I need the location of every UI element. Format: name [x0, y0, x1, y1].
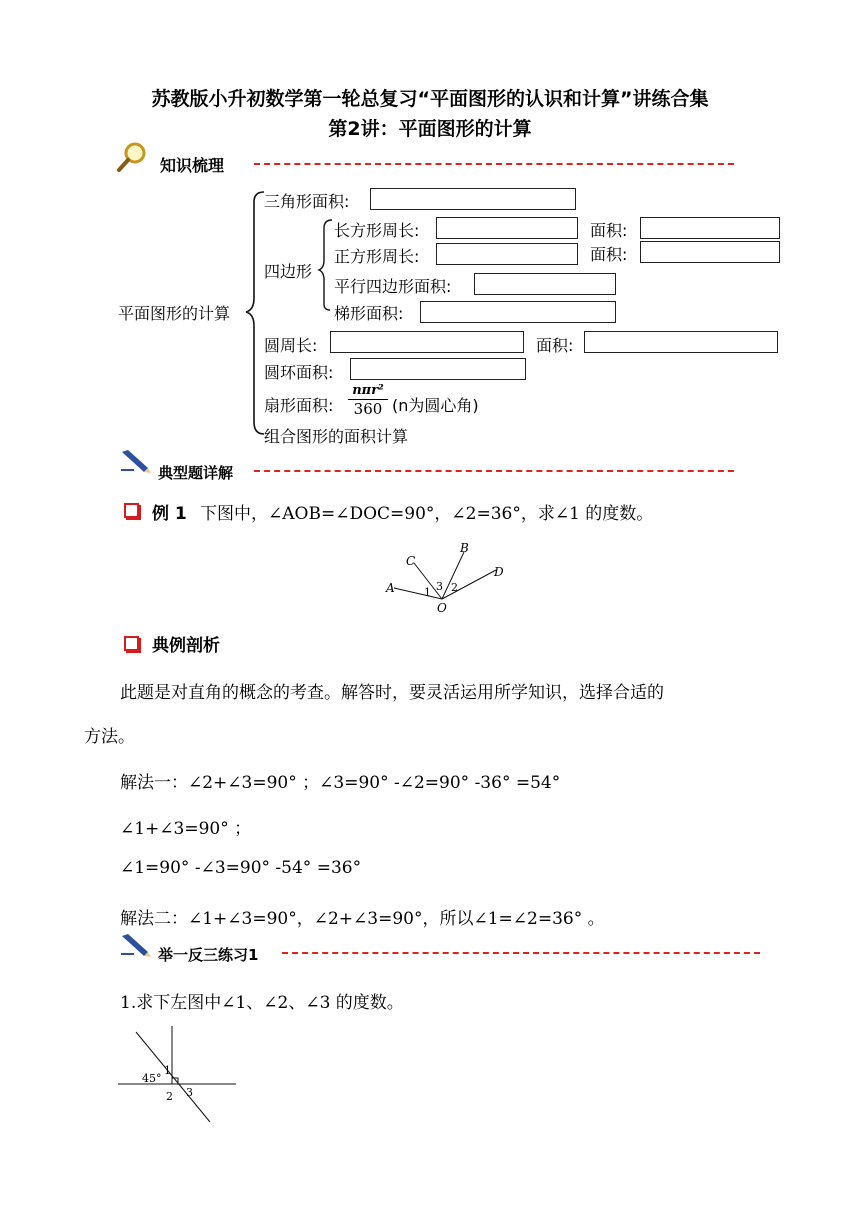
bullet-icon	[124, 503, 139, 518]
rect-area-label: 面积:	[590, 221, 628, 240]
ring-area-label: 圆环面积:	[264, 363, 334, 382]
parallelogram-area-label: 平行四边形面积:	[334, 277, 452, 296]
ring-area-box	[350, 358, 526, 380]
square-area-box	[640, 241, 780, 263]
angle-45-label: 45°	[142, 1072, 162, 1085]
angle-1-label: 1	[164, 1064, 171, 1077]
circle-perimeter-label: 圆周长:	[264, 336, 318, 355]
solution1-line2: ∠1+∠3=90° ；	[120, 819, 252, 839]
sector-formula	[348, 383, 388, 418]
composite-area-label: 组合图形的面积计算	[264, 427, 409, 446]
label-A: A	[386, 581, 395, 595]
solution1-line3: ∠1=90° -∠3=90° -54° =36°	[120, 858, 362, 878]
sector-note: (n为圆心角)	[392, 396, 479, 415]
circle-area-box	[584, 331, 778, 353]
square-perimeter-box	[436, 243, 578, 265]
quadrilateral-label: 四边形	[264, 262, 313, 281]
angle-2-label: 2	[166, 1090, 173, 1103]
angle-3-label: 3	[186, 1086, 193, 1099]
section-knowledge-heading: 知识梳理	[160, 156, 225, 175]
practice-question: 1.求下左图中∠1、∠2、∠3 的度数。	[120, 993, 404, 1013]
circle-perimeter-box	[330, 331, 524, 353]
rect-area-box	[640, 217, 780, 239]
document-title: 苏教版小升初数学第一轮总复习“平面图形的认识和计算”讲练合集	[151, 88, 709, 110]
angle-3-label: 3	[436, 580, 443, 593]
trapezoid-area-label: 梯形面积:	[334, 304, 404, 323]
parallelogram-area-box	[474, 273, 616, 295]
example-text: 下图中，∠AOB=∠DOC=90°，∠2=36°，求∠1 的度数。	[200, 504, 654, 524]
triangle-area-box	[370, 188, 576, 210]
section-divider	[282, 952, 760, 954]
angle-1-label: 1	[424, 586, 431, 599]
sector-formula-denominator: 360	[353, 400, 383, 418]
triangle-area-label: 三角形面积:	[264, 192, 350, 211]
label-C: C	[406, 554, 416, 568]
concept-map	[114, 180, 784, 448]
label-O: O	[437, 601, 447, 615]
example-label: 例 1	[152, 504, 187, 524]
section-typical-heading: 典型题详解	[158, 464, 234, 482]
sector-area-label: 扇形面积:	[264, 396, 334, 415]
solution2: 解法二：∠1+∠3=90°，∠2+∠3=90°，所以∠1=∠2=36° 。	[120, 909, 605, 929]
label-D: D	[494, 565, 504, 579]
lecture-subtitle: 第2讲：平面图形的计算	[328, 118, 532, 140]
bullet-icon	[124, 636, 139, 651]
example-angle-figure	[380, 536, 520, 616]
solution1-line1: 解法一：∠2+∠3=90° ；∠3=90° -∠2=90° -36° =54°	[120, 773, 561, 793]
root-label: 平面图形的计算	[118, 304, 231, 323]
pencil-icon	[118, 932, 152, 958]
square-perimeter-label: 正方形周长:	[334, 247, 420, 266]
pencil-icon	[118, 448, 152, 474]
section-practice-heading: 举一反三练习1	[158, 946, 259, 964]
label-B: B	[460, 541, 469, 555]
analysis-paragraph-cont: 方法。	[84, 727, 135, 747]
circle-area-label: 面积:	[536, 336, 574, 355]
rect-perimeter-box	[436, 217, 578, 239]
section-divider	[254, 163, 734, 165]
sector-formula-numerator: nπr²	[348, 383, 388, 400]
analysis-heading: 典例剖析	[152, 636, 220, 656]
practice-angle-figure	[112, 1022, 244, 1126]
square-area-label: 面积:	[590, 245, 628, 264]
angle-2-label: 2	[451, 581, 458, 594]
analysis-paragraph: 此题是对直角的概念的考查。解答时，要灵活运用所学知识，选择合适的	[120, 683, 664, 703]
trapezoid-area-box	[420, 301, 616, 323]
section-divider	[254, 470, 734, 472]
rect-perimeter-label: 长方形周长:	[334, 221, 420, 240]
magnifier-icon	[116, 140, 150, 174]
